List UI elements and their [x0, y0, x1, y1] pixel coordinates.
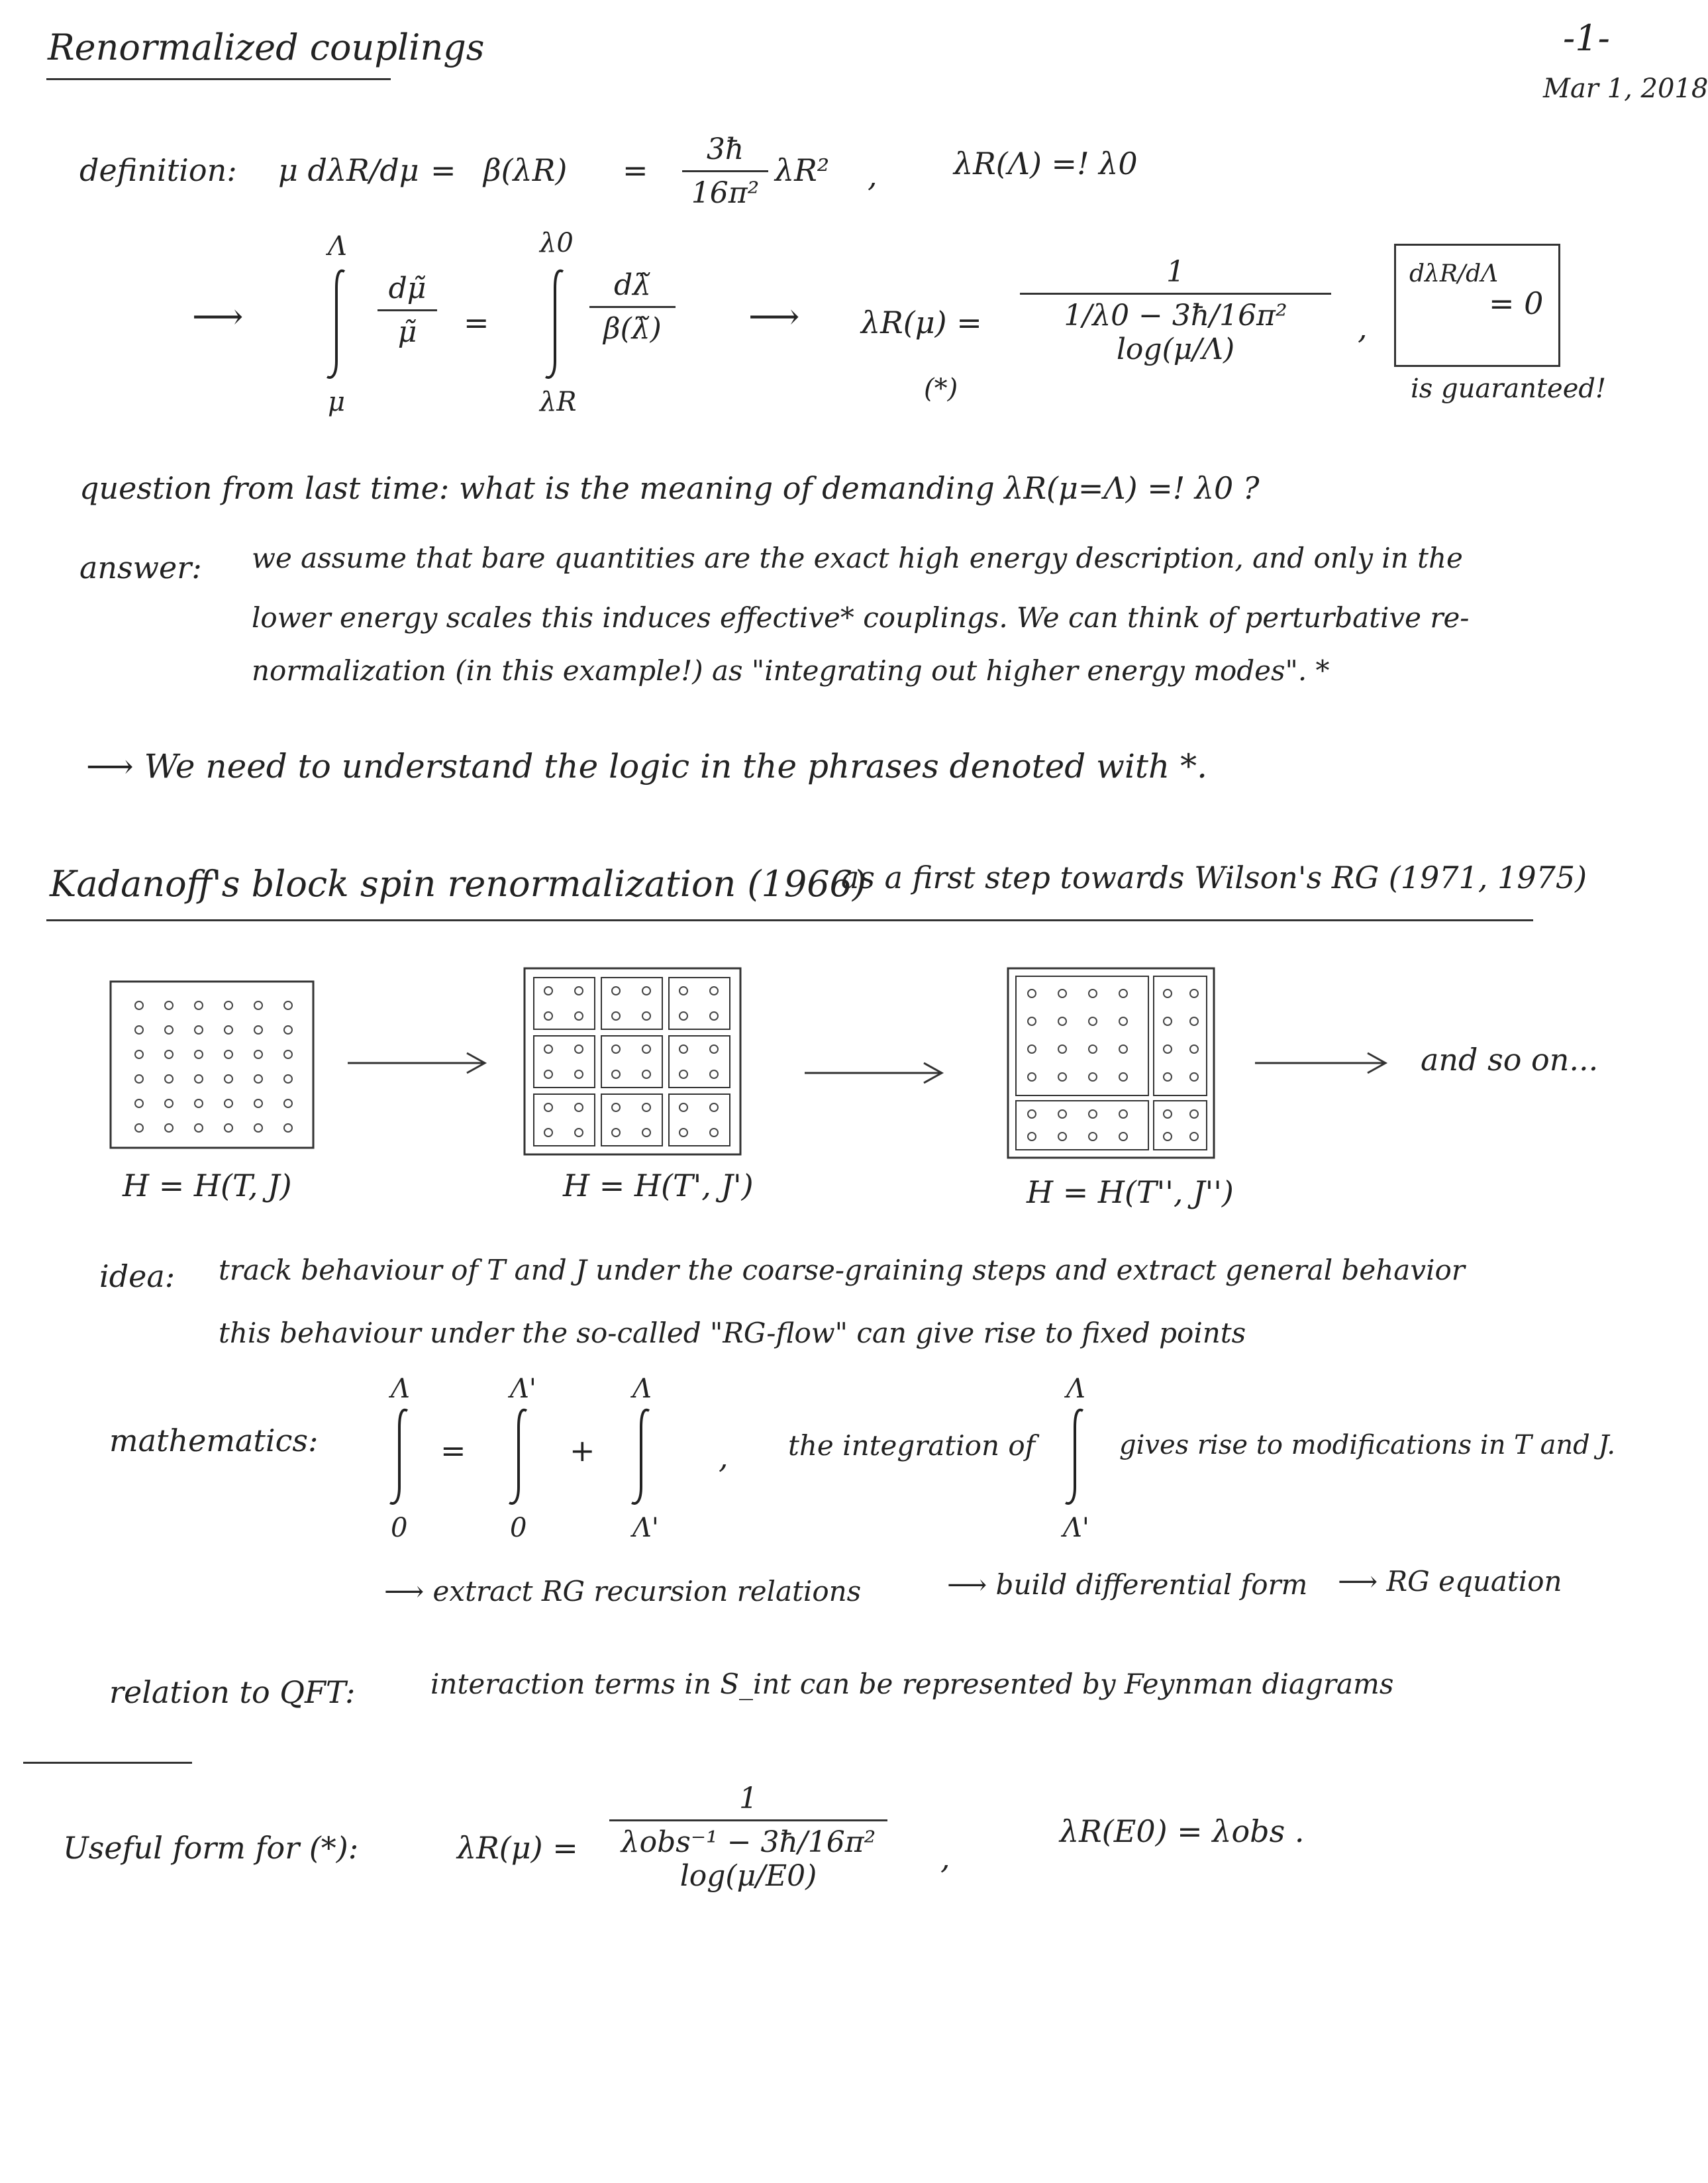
flow-step-3: ⟶ RG equation — [1338, 1565, 1562, 1598]
lattice-site — [195, 1124, 203, 1132]
lattice-site — [1028, 990, 1036, 997]
lattice-site — [1058, 1045, 1066, 1053]
definition-eq1: = — [430, 152, 456, 188]
lattice-site — [1119, 1110, 1127, 1118]
lattice-site — [1028, 1017, 1036, 1025]
lattice-site — [1058, 990, 1066, 997]
kadanoff-heading-tail: as a first step towards Wilson's RG (1971, 1975) — [841, 860, 1587, 895]
int4-upper: Λ — [1066, 1374, 1085, 1404]
spin-block — [601, 978, 662, 1029]
int4-lower: Λ' — [1063, 1513, 1089, 1543]
useful-condition: λR(E0) = λobs . — [1060, 1813, 1305, 1849]
right-integral-upper: λ0 — [540, 228, 574, 258]
lattice-site — [710, 1045, 718, 1053]
integral-result-fraction — [1020, 255, 1331, 366]
useful-lhs: λR(μ) = — [457, 1830, 578, 1866]
lattice-site — [612, 1103, 620, 1111]
useful-label: Useful form for (*): — [63, 1830, 359, 1866]
boxed-rhs: = 0 — [1489, 285, 1544, 321]
right-integrand-den: β(λ̃) — [603, 312, 662, 346]
page-number: -1- — [1563, 17, 1610, 59]
lattice-site — [284, 1026, 292, 1034]
kadanoff-heading: Kadanoff's block spin renormalization (1966) — [50, 863, 866, 905]
lattice-site — [1164, 1110, 1172, 1118]
lattice-site — [544, 1103, 552, 1111]
lattice-site — [225, 1099, 232, 1107]
int3-upper: Λ — [632, 1374, 652, 1404]
lattice-site — [135, 1026, 143, 1034]
lattice-site — [1089, 990, 1097, 997]
left-integral-lower: μ — [328, 387, 345, 417]
lattice-1 — [109, 980, 315, 1149]
lattice-site — [1028, 1110, 1036, 1118]
right-integral-sign — [543, 268, 570, 381]
lattice-site — [1190, 1045, 1198, 1053]
definition-rhs-fraction — [682, 132, 768, 210]
lattice-site — [1089, 1073, 1097, 1081]
lattice-site — [612, 1012, 620, 1020]
lattice-site — [575, 1012, 583, 1020]
lattice-site — [195, 1026, 203, 1034]
right-integrand — [589, 268, 676, 346]
lattice-site — [195, 1001, 203, 1009]
integral-star-mark: (*) — [924, 374, 958, 404]
lattice-site — [679, 1045, 687, 1053]
math-comma: , — [719, 1439, 728, 1475]
title-underline — [46, 78, 391, 80]
lattice-site — [1089, 1133, 1097, 1141]
lattice-site — [544, 1070, 552, 1078]
integral-comma: , — [1358, 310, 1368, 346]
fraction-bar — [609, 1819, 887, 1821]
spin-block — [534, 978, 595, 1029]
lattice-site — [1028, 1073, 1036, 1081]
guaranteed-note: is guaranteed! — [1411, 374, 1607, 404]
lattice-site — [1058, 1110, 1066, 1118]
spin-block — [601, 1094, 662, 1146]
definition-rhs-den: 16π² — [691, 176, 760, 210]
integral-arrow: ⟶ — [192, 295, 244, 337]
section-divider — [23, 1762, 192, 1764]
fraction-bar — [1020, 293, 1331, 295]
lattice-site — [612, 1129, 620, 1137]
lattice-site — [1058, 1133, 1066, 1141]
fraction-bar — [682, 170, 768, 172]
lattice-site — [225, 1050, 232, 1058]
lattice-site — [1119, 1073, 1127, 1081]
lattice-site — [225, 1001, 232, 1009]
int2-upper: Λ' — [510, 1374, 536, 1404]
definition-label: definition: — [79, 152, 237, 188]
math-plus: + — [570, 1433, 595, 1468]
lattice-site — [642, 1070, 650, 1078]
lattice-2-blocks — [534, 978, 730, 1146]
lattice-site — [254, 1001, 262, 1009]
lattice-site — [1028, 1133, 1036, 1141]
answer-label: answer: — [79, 550, 202, 585]
lattice-site — [254, 1099, 262, 1107]
lattice-site — [284, 1099, 292, 1107]
right-integrand-num: dλ̃ — [613, 268, 652, 302]
lattice-site — [679, 1129, 687, 1137]
lattice-3 — [1007, 967, 1215, 1159]
left-integrand — [377, 272, 437, 349]
lattice-site — [254, 1026, 262, 1034]
lattice-site — [1119, 1017, 1127, 1025]
arrow-2 — [801, 1060, 947, 1086]
relation-label: relation to QFT: — [109, 1674, 356, 1710]
definition-eq2: = — [623, 152, 648, 188]
and-so-on: and so on... — [1421, 1042, 1599, 1078]
lattice-site — [165, 1050, 173, 1058]
integral-result-den: 1/λ0 − 3ħ/16π² log(μ/Λ) — [1064, 299, 1287, 366]
lattice-site — [284, 1075, 292, 1083]
idea-label: idea: — [99, 1258, 176, 1294]
useful-fraction — [609, 1782, 887, 1893]
lattice-site — [642, 1012, 650, 1020]
math-text-after: gives rise to modifications in T and J. — [1119, 1430, 1616, 1460]
lattice-site — [135, 1050, 143, 1058]
lattice-site — [575, 987, 583, 995]
idea-line-2: this behaviour under the so-called "RG-flow" can give rise to fixed points — [219, 1317, 1246, 1349]
lattice-site — [575, 1129, 583, 1137]
lattice-site — [254, 1124, 262, 1132]
boxed-lhs: dλR/dΛ — [1409, 260, 1499, 287]
lattice-site — [679, 1070, 687, 1078]
lattice-site — [575, 1045, 583, 1053]
lattice-site — [284, 1050, 292, 1058]
useful-comma: , — [940, 1840, 950, 1876]
definition-rhs-num: 3ħ — [706, 132, 744, 166]
lattice-site — [1089, 1110, 1097, 1118]
lattice-site — [1089, 1017, 1097, 1025]
hamiltonian-3: H = H(T'', J'') — [1027, 1174, 1234, 1210]
lattice-site — [612, 987, 620, 995]
math-text-before: the integration of — [788, 1429, 1036, 1462]
spin-block — [669, 978, 730, 1029]
lattice-site — [1164, 1133, 1172, 1141]
integral-eq: = — [464, 305, 489, 340]
left-integrand-num: dμ̃ — [388, 272, 427, 305]
lattice-site — [575, 1070, 583, 1078]
useful-den: λobs⁻¹ − 3ħ/16π² log(μ/E0) — [621, 1825, 876, 1893]
lattice-site — [254, 1050, 262, 1058]
lattice-site — [135, 1001, 143, 1009]
lattice-site — [544, 1045, 552, 1053]
lattice-site — [1119, 1133, 1127, 1141]
lattice-site — [710, 1103, 718, 1111]
integral-sign-2 — [507, 1407, 533, 1507]
lattice-site — [1119, 1045, 1127, 1053]
lattice-site — [710, 1012, 718, 1020]
lattice-site — [135, 1124, 143, 1132]
lattice-site — [544, 1012, 552, 1020]
lattice-site — [1190, 1017, 1198, 1025]
lattice-site — [1058, 1073, 1066, 1081]
lattice-site — [544, 987, 552, 995]
lattice-site — [642, 1045, 650, 1053]
arrow-3 — [1252, 1050, 1391, 1076]
page-title: Renormalized couplings — [48, 26, 485, 68]
definition-lhs: μ dλR/dμ — [278, 152, 419, 188]
lattice-site — [1089, 1045, 1097, 1053]
lattice-site — [135, 1075, 143, 1083]
integral-arrow-2: ⟶ — [748, 295, 800, 337]
integral-sign-1 — [387, 1407, 414, 1507]
page-date: Mar 1, 2018 — [1543, 74, 1708, 104]
lattice-site — [1058, 1017, 1066, 1025]
integral-result-num: 1 — [1166, 255, 1185, 289]
integral-result-lhs: λR(μ) = — [861, 305, 982, 340]
flow-step-2: ⟶ build differential form — [947, 1568, 1308, 1601]
spin-block — [601, 1036, 662, 1088]
math-eq: = — [440, 1433, 466, 1468]
lattice-site — [642, 1103, 650, 1111]
definition-beta: β(λR) — [483, 152, 568, 188]
hamiltonian-1: H = H(T, J) — [123, 1168, 292, 1203]
definition-rhs-tail: λR² — [775, 152, 830, 188]
lattice-site — [1164, 1073, 1172, 1081]
lattice-site — [254, 1075, 262, 1083]
lattice-site — [195, 1099, 203, 1107]
answer-line-1: we assume that bare quantities are the exact high energy description, and only in the — [252, 542, 1463, 574]
lattice-site — [1164, 990, 1172, 997]
kadanoff-underline — [46, 919, 1533, 921]
lattice-site — [1190, 1133, 1198, 1141]
left-integral-sign — [325, 268, 351, 381]
spin-block — [669, 1036, 730, 1088]
need-to-understand: ⟶ We need to understand the logic in the phrases denoted with *. — [86, 747, 1208, 786]
guarantee-box — [1394, 244, 1560, 367]
lattice-site — [165, 1075, 173, 1083]
mathematics-label: mathematics: — [109, 1423, 319, 1458]
question-text: question from last time: what is the meaning of demanding λR(μ=Λ) =! λ0 ? — [79, 470, 1260, 506]
idea-line-1: track behaviour of T and J under the coarse-graining steps and extract general behavior — [219, 1254, 1465, 1286]
int3-lower: Λ' — [632, 1513, 659, 1543]
integral-sign-3 — [629, 1407, 656, 1507]
lattice-site — [679, 1012, 687, 1020]
int1-lower: 0 — [391, 1513, 408, 1543]
lattice-site — [679, 1103, 687, 1111]
lattice-site — [284, 1001, 292, 1009]
arrow-1 — [344, 1050, 490, 1076]
lattice-site — [1190, 1073, 1198, 1081]
lattice-site — [575, 1103, 583, 1111]
definition-condition: λR(Λ) =! λ0 — [954, 146, 1138, 181]
lattice-2 — [523, 967, 742, 1156]
lattice-site — [225, 1026, 232, 1034]
lattice-site — [225, 1124, 232, 1132]
lattice-site — [1190, 1110, 1198, 1118]
lattice-site — [1190, 990, 1198, 997]
flow-step-1: ⟶ extract RG recursion relations — [384, 1575, 862, 1607]
int2-lower: 0 — [510, 1513, 527, 1543]
lattice-site — [1164, 1017, 1172, 1025]
definition-comma: , — [868, 158, 878, 193]
relation-text: interaction terms in S_int can be represented by Feynman diagrams — [430, 1668, 1394, 1700]
lattice-site — [710, 1129, 718, 1137]
left-integral-upper: Λ — [328, 231, 347, 262]
boxed-fraction — [1409, 260, 1499, 287]
lattice-site — [225, 1075, 232, 1083]
fraction-bar — [589, 306, 676, 308]
lattice-site — [642, 987, 650, 995]
lattice-site — [165, 1026, 173, 1034]
fraction-bar — [377, 309, 437, 311]
lattice-site — [679, 987, 687, 995]
spin-block — [669, 1094, 730, 1146]
lattice-site — [165, 1099, 173, 1107]
lattice-site — [1164, 1045, 1172, 1053]
lattice-site — [544, 1129, 552, 1137]
lattice-site — [1119, 990, 1127, 997]
int1-upper: Λ — [391, 1374, 410, 1404]
lattice-site — [135, 1099, 143, 1107]
lattice-site — [710, 987, 718, 995]
lattice-site — [195, 1050, 203, 1058]
integral-sign-4 — [1063, 1407, 1089, 1507]
lattice-site — [642, 1129, 650, 1137]
lattice-site — [165, 1001, 173, 1009]
left-integrand-den: μ̃ — [397, 315, 417, 349]
lattice-site — [1028, 1045, 1036, 1053]
lattice-site — [612, 1045, 620, 1053]
answer-line-3: normalization (in this example!) as "integrating out higher energy modes". * — [252, 654, 1330, 687]
lattice-site — [710, 1070, 718, 1078]
spin-block — [534, 1094, 595, 1146]
lattice-site — [284, 1124, 292, 1132]
spin-block — [534, 1036, 595, 1088]
useful-num: 1 — [739, 1782, 758, 1815]
lattice-3-dots — [1028, 990, 1198, 1141]
lattice-site — [195, 1075, 203, 1083]
hamiltonian-2: H = H(T', J') — [563, 1168, 754, 1203]
lattice-site — [165, 1124, 173, 1132]
lattice-site — [612, 1070, 620, 1078]
lattice-1-dots — [135, 1001, 292, 1132]
answer-line-2: lower energy scales this induces effective* couplings. We can think of perturbative re- — [252, 601, 1470, 634]
right-integral-lower: λR — [540, 387, 577, 417]
